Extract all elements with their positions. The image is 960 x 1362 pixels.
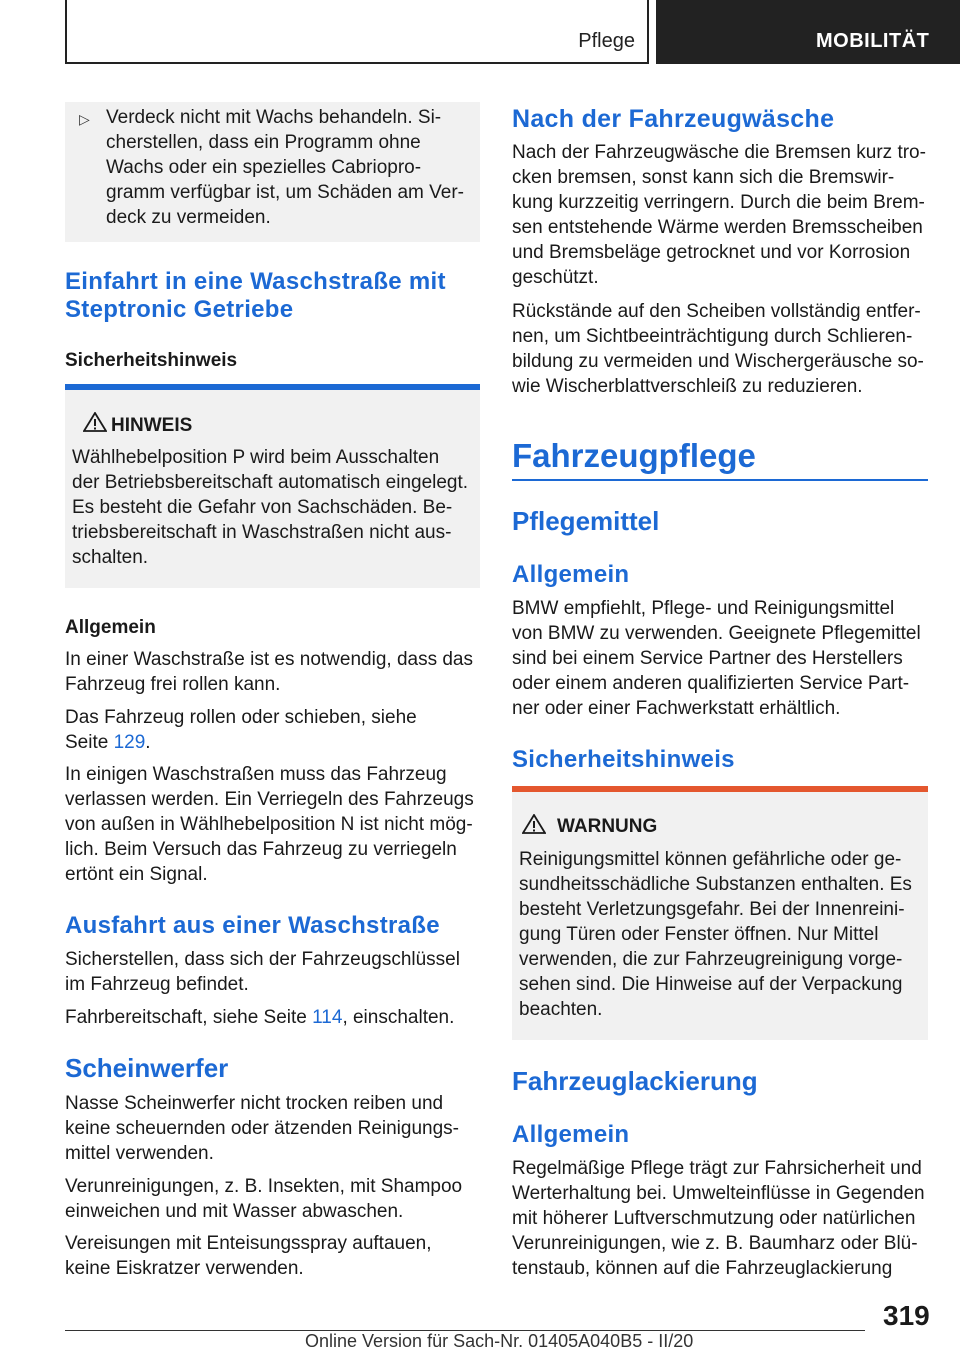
warning-triangle-icon <box>83 412 107 432</box>
paragraph <box>512 1156 932 1281</box>
paragraph <box>512 299 932 399</box>
heading-allgemein: Allgemein <box>512 561 630 588</box>
text-line: BMW empfiehlt, Pflege- und Reinigungsmittel <box>512 598 895 619</box>
notice-line: Es besteht die Gefahr von Sachschäden. Be- <box>72 497 453 518</box>
text-line: verlassen werden. Ein Verriegeln des Fahrzeugs <box>65 789 474 810</box>
notice-line: der Betriebsbereitschaft automatisch eingelegt. <box>72 472 469 493</box>
text-line: Rückstände auf den Scheiben vollständig entfer- <box>512 301 921 322</box>
text-line: Sicherstellen, dass sich der Fahrzeugschlüssel <box>65 949 460 970</box>
info-line: deck zu vermeiden. <box>106 207 271 228</box>
info-line: cherstellen, dass ein Programm ohne <box>106 132 421 153</box>
paragraph <box>65 1174 485 1224</box>
text-line: im Fahrzeug befindet. <box>65 974 249 995</box>
heading-nach-waesche: Nach der Fahrzeugwäsche <box>512 105 835 133</box>
subheading-allgemein: Allgemein <box>65 617 156 638</box>
paragraph <box>65 1005 485 1030</box>
text-line: Werterhaltung bei. Umwelteinflüsse in Gegenden <box>512 1183 925 1204</box>
text-line: Fahrzeug frei rollen kann. <box>65 674 281 695</box>
text-line: geschützt. <box>512 267 599 288</box>
text-line: von außen in Wählhebelposition N ist nicht mög- <box>65 814 473 835</box>
heading-sicherheitshinweis: Sicherheitshinweis <box>512 746 735 773</box>
text-line: keine Eiskratzer verwenden. <box>65 1258 304 1279</box>
header-section-label: Pflege <box>578 30 635 52</box>
text-line: sind bei einem Service Partner des Herstellers <box>512 648 903 669</box>
warning-line: sehen sind. Die Hinweise auf der Verpackung <box>519 974 903 995</box>
paragraph <box>65 1091 485 1166</box>
text-line: Vereisungen mit Enteisungsspray auftauen, <box>65 1233 432 1254</box>
triangle-bullet-icon: ▷ <box>79 111 90 127</box>
text-line <box>65 1005 485 1030</box>
text-line: und Bremsbeläge getrocknet und vor Korrosion <box>512 242 911 263</box>
text-line: oder einem anderen qualifizierten Service Part- <box>512 673 910 694</box>
warning-line: gung Türen oder Fenster öffnen. Nur Mittel <box>519 924 879 945</box>
subheading-sicherheit: Sicherheitshinweis <box>65 350 238 371</box>
paragraph <box>65 762 485 887</box>
page-link-114[interactable]: 114 <box>312 1007 343 1028</box>
heading-line: Steptronic Getriebe <box>65 296 294 323</box>
notice-line: triebsbereitschaft in Waschstraßen nicht aus- <box>72 522 452 543</box>
info-line: Verdeck nicht mit Wachs behandeln. Si- <box>106 107 442 128</box>
section-rule <box>512 479 928 481</box>
footer-text: Online Version für Sach-Nr. 01405A040B5 - II/20 <box>305 1331 694 1351</box>
header-chapter-label: MOBILITÄT <box>816 30 930 52</box>
notice-line: schalten. <box>72 547 149 568</box>
page-number: 319 <box>883 1300 930 1331</box>
heading-scheinwerfer: Scheinwerfer <box>65 1053 229 1083</box>
paragraph <box>65 647 485 697</box>
text-fragment: . <box>145 732 151 753</box>
paragraph <box>512 140 932 290</box>
warning-box <box>512 792 928 1040</box>
text-line: Das Fahrzeug rollen oder schieben, siehe <box>65 707 417 728</box>
header-chapter-tab <box>656 0 960 64</box>
info-box <box>65 102 480 242</box>
page-link-129[interactable]: 129 <box>113 732 146 753</box>
text-line: mittel verwenden. <box>65 1143 214 1164</box>
heading-pflegemittel: Pflegemittel <box>512 506 660 536</box>
notice-line: Wählhebelposition P wird beim Ausschalten <box>72 447 440 468</box>
text-line: tenstaub, können auf die Fahrzeuglackierung <box>512 1258 893 1279</box>
heading-fahrzeugpflege: Fahrzeugpflege <box>512 437 756 474</box>
header-section-tab <box>65 0 649 64</box>
text-fragment: , einschalten. <box>342 1007 455 1028</box>
paragraph <box>65 705 485 755</box>
text-line: wie Wischerblattverschleiß zu reduzieren. <box>512 376 863 397</box>
warning-line: beachten. <box>519 999 603 1020</box>
text-line: bildung zu vermeiden und Wischergeräusche so- <box>512 351 924 372</box>
text-line: In einigen Waschstraßen muss das Fahrzeug <box>65 764 447 785</box>
paragraph <box>65 947 485 997</box>
text-line: ertönt ein Signal. <box>65 864 208 885</box>
text-line: von BMW zu verwenden. Geeignete Pflegemittel <box>512 623 921 644</box>
heading-allgemein-2: Allgemein <box>512 1121 630 1148</box>
notice-box <box>65 390 480 588</box>
warning-line: besteht Verletzungsgefahr. Bei der Innenreini- <box>519 899 905 920</box>
warning-line: sundheitsschädliche Substanzen enthalten. Es <box>519 874 912 895</box>
text-line: cken bremsen, sonst kann sich die Bremswir- <box>512 167 895 188</box>
text-line: Nach der Fahrzeugwäsche die Bremsen kurz tro- <box>512 142 926 163</box>
text-line: keine scheuernden oder ätzenden Reinigungs- <box>65 1118 459 1139</box>
text-line: kung kurzzeitig verringern. Durch die beim Brem- <box>512 192 925 213</box>
text-fragment: Seite <box>65 732 114 753</box>
info-line: gramm verfügbar ist, um Schäden am Ver- <box>106 182 464 203</box>
text-line: Verunreinigungen, wie z. B. Baumharz oder Blü- <box>512 1233 918 1254</box>
text-line: Nasse Scheinwerfer nicht trocken reiben und <box>65 1093 444 1114</box>
text-line: mit höherer Luftverschmutzung oder natürlichen <box>512 1208 916 1229</box>
text-line: ner oder einer Fachwerkstatt erhältlich. <box>512 698 841 719</box>
text-line: sen entstehende Wärme werden Bremsscheiben <box>512 217 923 238</box>
heading-line: Einfahrt in eine Waschstraße mit <box>65 268 446 295</box>
text-line: Regelmäßige Pflege trägt zur Fahrsicherheit und <box>512 1158 922 1179</box>
warning-triangle-icon <box>522 814 546 834</box>
text-fragment: Fahrbereitschaft, siehe Seite <box>65 1007 313 1028</box>
text-line: nen, um Sichtbeeinträchtigung durch Schlieren- <box>512 326 913 347</box>
warning-title: WARNUNG <box>557 816 658 837</box>
info-line: Wachs oder ein spezielles Cabriopro- <box>106 157 422 178</box>
text-line: Verunreinigungen, z. B. Insekten, mit Shampoo <box>65 1176 463 1197</box>
paragraph <box>512 596 932 721</box>
heading-einfahrt <box>65 268 485 324</box>
heading-fahrzeuglackierung: Fahrzeuglackierung <box>512 1066 758 1096</box>
warning-line: verwenden, die zur Fahrzeugreinigung vorge- <box>519 949 903 970</box>
text-line: lich. Beim Versuch das Fahrzeug zu verriegeln <box>65 839 457 860</box>
notice-title: HINWEIS <box>111 415 193 436</box>
warning-line: Reinigungsmittel können gefährliche oder ge- <box>519 849 902 870</box>
text-line: einweichen und mit Wasser abwaschen. <box>65 1201 404 1222</box>
text-line <box>65 730 485 755</box>
text-line: In einer Waschstraße ist es notwendig, dass das <box>65 649 473 670</box>
paragraph <box>65 1231 485 1281</box>
heading-ausfahrt: Ausfahrt aus einer Waschstraße <box>65 912 440 939</box>
